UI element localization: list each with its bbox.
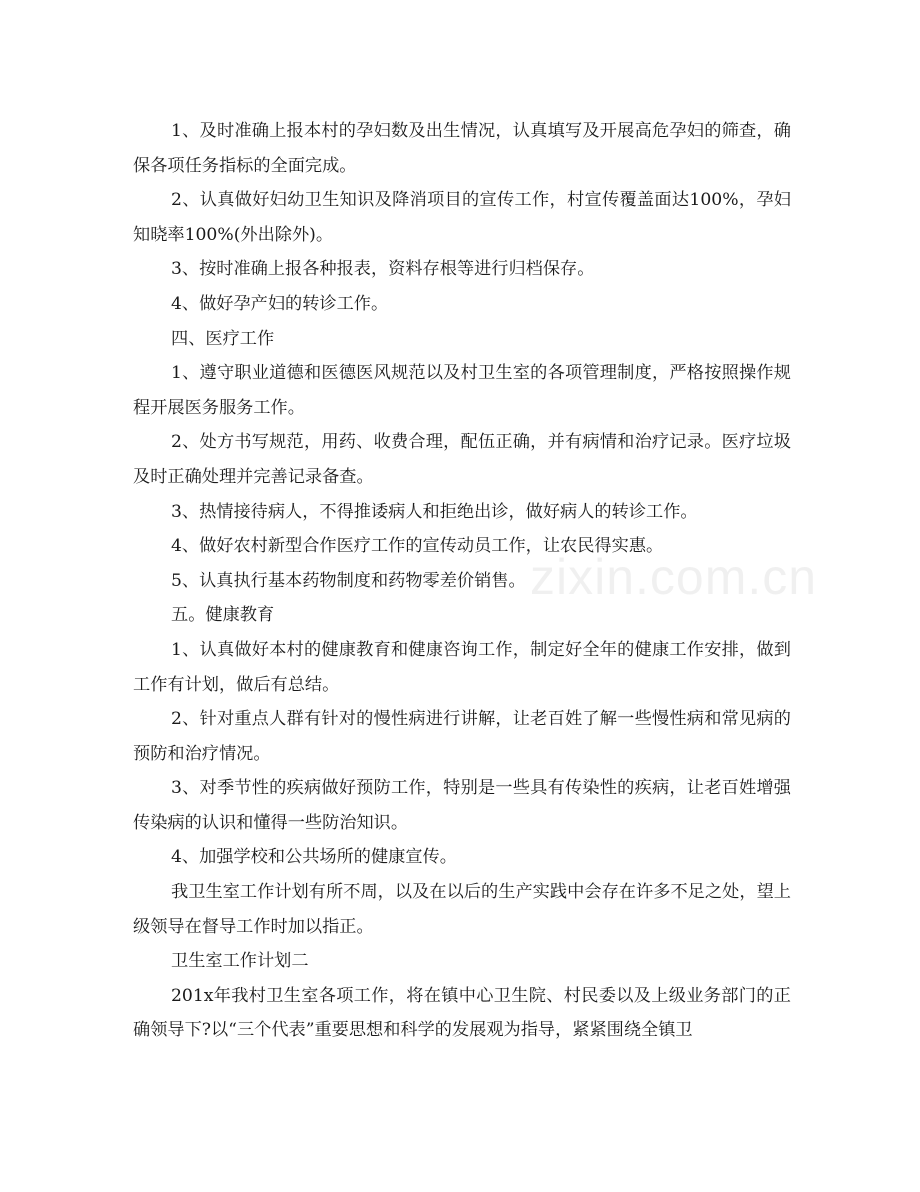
paragraph: 3、热情接待病人，不得推诿病人和拒绝出诊，做好病人的转诊工作。 xyxy=(171,501,698,522)
paragraph: 201x年我村卫生室各项工作，将在镇中心卫生院、村民委以及上级业务部门的正确领导下?以“三个代表”重要思想和科学的发展观为指导，紧紧围绕全镇卫 xyxy=(133,985,791,1041)
paragraph: 2、针对重点人群有针对的慢性病进行讲解，让老百姓了解一些慢性病和常见病的预防和治疗情况。 xyxy=(133,709,791,764)
paragraph: 4、做好孕产妇的转诊工作。 xyxy=(171,293,389,314)
paragraph: 我卫生室工作计划有所不周，以及在以后的生产实践中会存在许多不足之处，望上级领导在督导工作时加以指正。 xyxy=(133,882,791,937)
section-heading: 四、医疗工作 xyxy=(171,328,275,349)
paragraph: 5、认真执行基本药物制度和药物零差价销售。 xyxy=(171,570,526,591)
paragraph: 1、及时准确上报本村的孕妇数及出生情况，认真填写及开展高危孕妇的筛查，确保各项任务指标的全面完成。 xyxy=(133,121,791,176)
paragraph: 4、做好农村新型合作医疗工作的宣传动员工作，让农民得实惠。 xyxy=(171,536,664,557)
watermark: zixin.com.cn xyxy=(530,549,818,605)
paragraph: 3、对季节性的疾病做好预防工作，特别是一些具有传染性的疾病，让老百姓增强传染病的认识和懂得一些防治知识。 xyxy=(133,778,791,833)
paragraph: 1、认真做好本村的健康教育和健康咨询工作，制定好全年的健康工作安排，做到工作有计划，做后有总结。 xyxy=(133,639,791,695)
paragraph: 1、遵守职业道德和医德医风规范以及村卫生室的各项管理制度，严格按照操作规程开展医务服务工作。 xyxy=(133,363,791,418)
paragraph: 2、处方书写规范，用药、收费合理，配伍正确，并有病情和治疗记录。医疗垃圾及时正确处理并完善记录备查。 xyxy=(133,432,791,487)
section-heading: 卫生室工作计划二 xyxy=(171,951,309,972)
paragraph: 4、加强学校和公共场所的健康宣传。 xyxy=(171,847,457,868)
section-heading: 五。健康教育 xyxy=(171,605,275,626)
document-body xyxy=(133,114,791,1048)
paragraph: 2、认真做好妇幼卫生知识及降消项目的宣传工作，村宣传覆盖面达100%，孕妇知晓率100%(外出除外)。 xyxy=(133,190,791,245)
paragraph: 3、按时准确上报各种报表，资料存根等进行归档保存。 xyxy=(171,259,595,280)
